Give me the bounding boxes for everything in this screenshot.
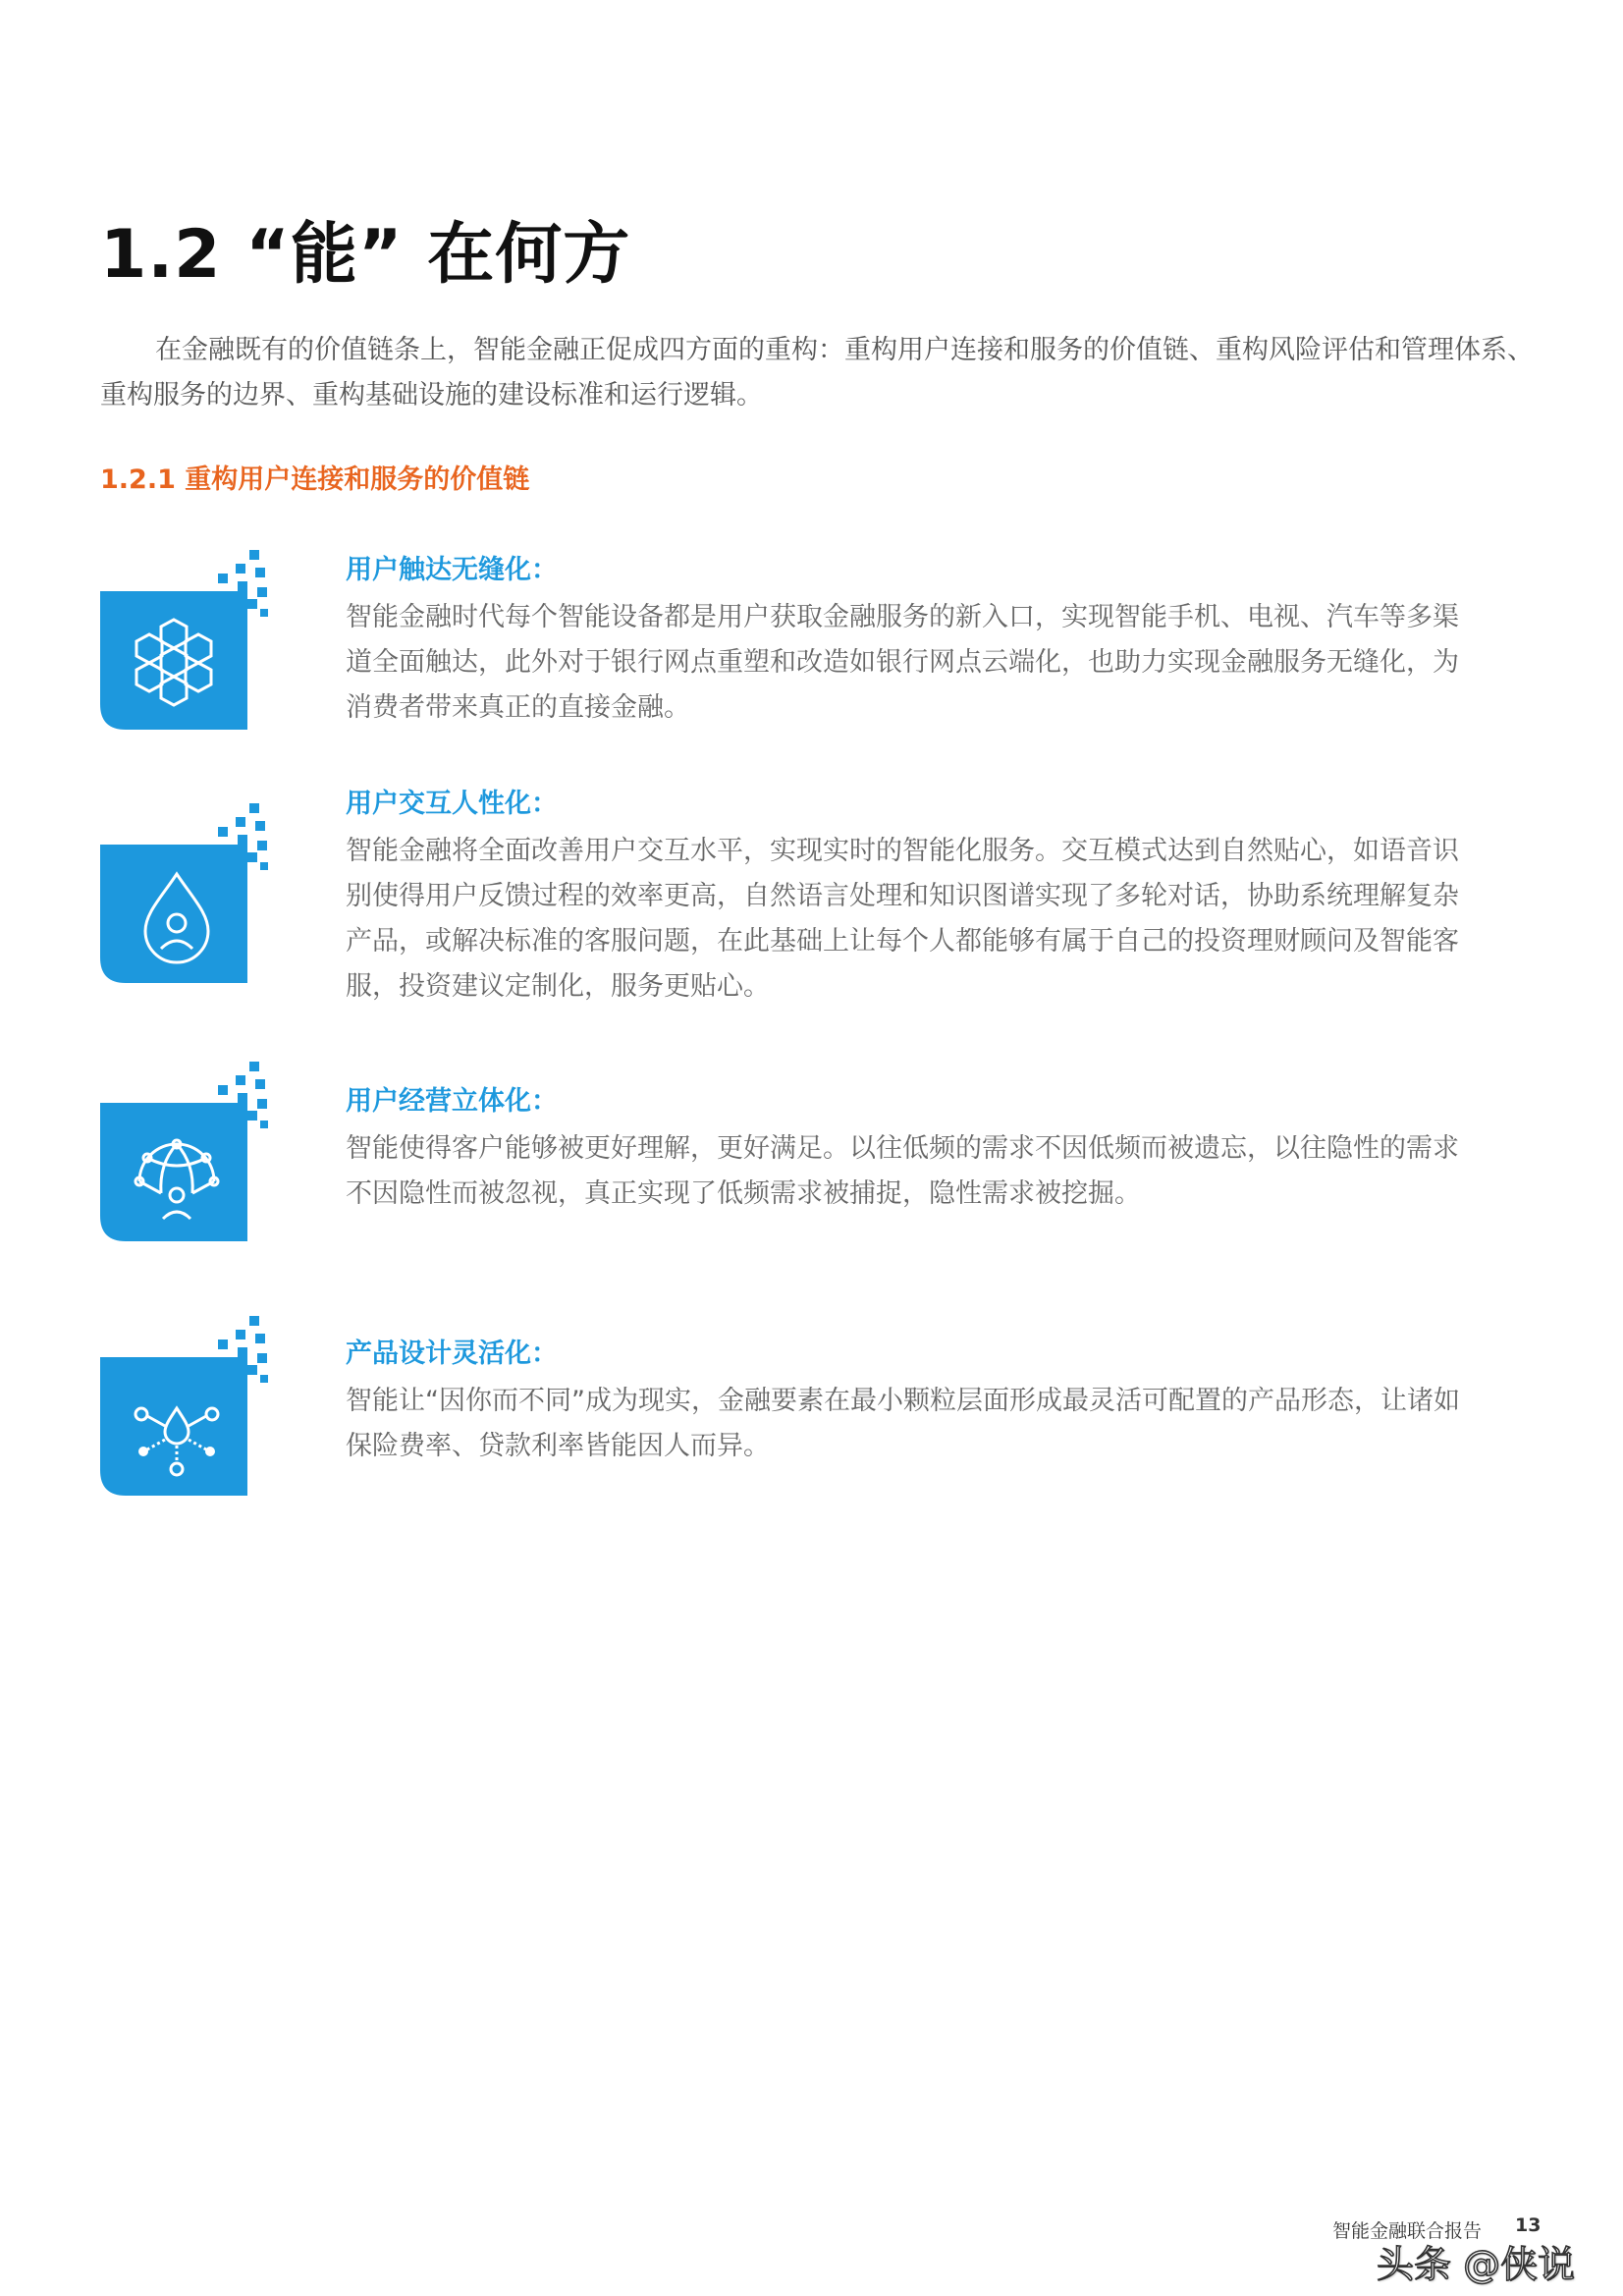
user-droplet-icon bbox=[100, 801, 272, 983]
block-title: 用户交互人性化： bbox=[346, 789, 558, 819]
drop-nodes-icon bbox=[100, 1314, 272, 1496]
block-title: 产品设计灵活化： bbox=[346, 1339, 558, 1369]
watermark: 头条 @侠说 bbox=[1377, 2243, 1576, 2286]
block-text: 智能金融时代每个智能设备都是用户获取金融服务的新入口，实现智能手机、电视、汽车等多渠道全面触达，此外对于银行网点重塑和改造如银行网点云端化，也助力实现金融服务无缝化，为消费者带来真正的直接金融。 bbox=[346, 602, 1459, 723]
block-text: 智能金融将全面改善用户交互水平，实现实时的智能化服务。交互模式达到自然贴心，如语音识别使得用户反馈过程的效率更高，自然语言处理和知识图谱实现了多轮对话，协助系统理解复杂产品，或解决标准的客服问题，在此基础上让每个人都能够有属于自己的投资理财顾问及智能客服，投资建议定制化，服务更贴心。 bbox=[346, 836, 1459, 1002]
block-title: 用户经营立体化： bbox=[346, 1086, 558, 1117]
network-globe-icon bbox=[100, 1060, 272, 1241]
report-name: 智能金融联合报告 bbox=[1332, 2220, 1483, 2242]
intro-paragraph: 在金融既有的价值链条上，智能金融正促成四方面的重构：重构用户连接和服务的价值链、重构风险评估和管理体系、重构服务的边界、重构基础设施的建设标准和运行逻辑。 bbox=[100, 335, 1534, 410]
page-title: 1.2 “能” 在何方 bbox=[100, 216, 631, 294]
section-heading: 1.2.1 重构用户连接和服务的价值链 bbox=[100, 465, 530, 495]
block-text: 智能让“因你而不同”成为现实，金融要素在最小颗粒层面形成最灵活可配置的产品形态，让诸如保险费率、贷款利率皆能因人而异。 bbox=[346, 1386, 1460, 1461]
page-number: 13 bbox=[1515, 2214, 1542, 2236]
honeycomb-icon bbox=[100, 548, 272, 730]
block-title: 用户触达无缝化： bbox=[346, 555, 558, 585]
block-text: 智能使得客户能够被更好理解，更好满足。以往低频的需求不因低频而被遗忘，以往隐性的需求不因隐性而被忽视，真正实现了低频需求被捕捉，隐性需求被挖掘。 bbox=[346, 1133, 1459, 1209]
